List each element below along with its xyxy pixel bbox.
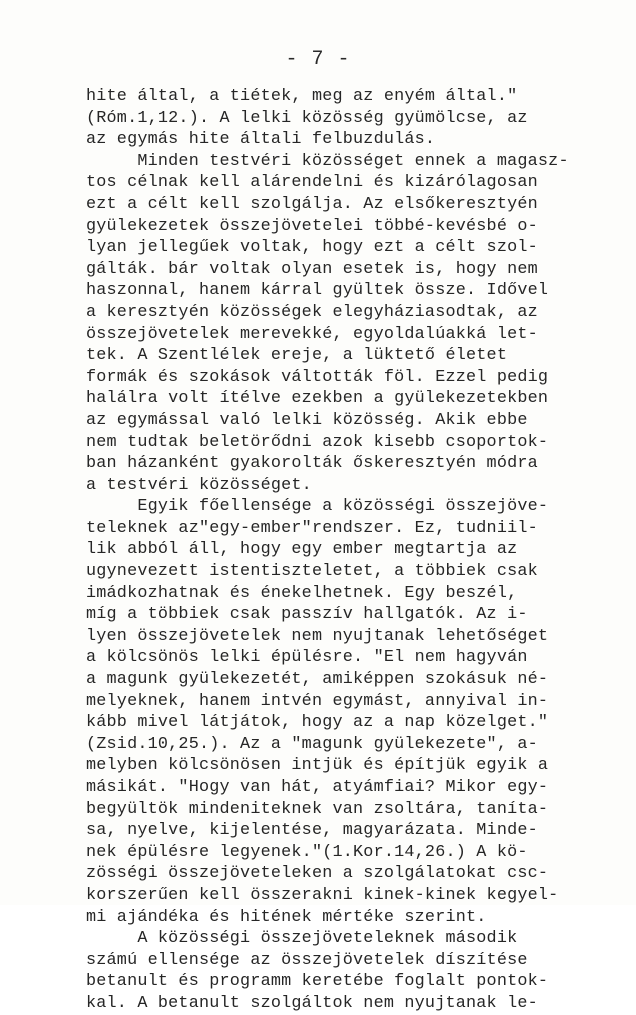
- text-line: míg a többiek csak passzív hallgatók. Az i-: [86, 605, 528, 625]
- text-line: ban házanként gyakorolták őskeresztyén módra: [86, 454, 538, 474]
- text-line: nem tudtak beletörődni azok kisebb csoportok-: [86, 432, 549, 452]
- text-line: gyülekezetek összejövetelei többé-kevésbé o-: [86, 216, 538, 236]
- text-line: a magunk gyülekezetét, amiképpen szokásuk né-: [86, 670, 549, 690]
- text-line: Minden testvéri közösséget ennek a magasz-: [86, 151, 569, 171]
- text-line: (Zsid.10,25.). Az a "magunk gyülekezete", a-: [86, 734, 538, 754]
- text-line: (Róm.1,12.). A lelki közösség gyümölcse, az: [86, 108, 528, 128]
- text-line: a kölcsönös lelki épülésre. "El nem hagyván: [86, 648, 528, 668]
- text-line: a keresztyén közösségek elegyháziasodtak, az: [86, 302, 538, 322]
- body-text: [86, 86, 626, 1015]
- text-line: másikát. "Hogy van hát, atyámfiai? Mikor egy-: [86, 778, 549, 797]
- text-line: melyeknek, hanem intvén egymást, annyival in-: [86, 691, 549, 711]
- text-line: összejövetelek merevekké, egyoldalúakká let-: [86, 324, 538, 344]
- text-line: kább mivel látjátok, hogy az a nap közelget.": [86, 713, 549, 733]
- text-line: tos célnak kell alárendelni és kizárólagosan: [86, 173, 538, 193]
- text-line: az egymással való lelki közösség. Akik ebbe: [86, 410, 528, 430]
- text-line: ezt a célt kell szolgálja. Az elsőkeresztyén: [86, 194, 538, 214]
- text-line: melyben kölcsönösen intjük és építjük egyik a: [86, 756, 549, 776]
- text-line: korszerűen kell összerakni kinek-kinek kegyel-: [86, 885, 559, 905]
- page-number: - 7 -: [285, 48, 351, 71]
- text-line: imádkozhatnak és énekelhetnek. Egy beszél,: [86, 583, 518, 603]
- text-line: halálra volt ítélve ezekben a gyülekezetekben: [86, 389, 549, 409]
- text-line: nek épülésre legyenek."(1.Kor.14,26.) A kö-: [86, 842, 528, 862]
- text-line: teleknek az"egy-ember"rendszer. Ez, tudniil-: [86, 518, 538, 538]
- text-line: hite által, a tiétek, meg az enyém által.": [86, 87, 518, 106]
- text-line: sa, nyelve, kijelentése, magyarázata. Minde-: [86, 821, 538, 841]
- text-line: haszonnal, hanem kárral gyültek össze. Idővel: [86, 281, 549, 301]
- text-line: betanult és programm keretébe foglalt pontok-: [86, 972, 549, 992]
- text-line: Egyik főellensége a közösségi összejöve-: [86, 497, 549, 517]
- text-line: számú ellensége az összejövetelek díszítése: [86, 950, 528, 970]
- text-line: lik abból áll, hogy egy ember megtartja az: [86, 540, 518, 560]
- text-line: az egymás hite általi felbuzdulás.: [86, 130, 436, 150]
- text-line: lyan jellegűek voltak, hogy ezt a célt szol-: [86, 238, 538, 258]
- text-line: gálták. bár voltak olyan esetek is, hogy nem: [86, 259, 538, 279]
- text-line: lyen összejövetelek nem nyujtanak lehetőséget: [86, 626, 549, 646]
- text-line: kal. A betanult szolgáltok nem nyujtanak le-: [86, 993, 538, 1013]
- text-line: formák és szokások váltották föl. Ezzel pedig: [86, 367, 549, 387]
- text-line: A közösségi összejöveteleknek második: [86, 929, 518, 949]
- text-line: mi ajándéka és hitének mértéke szerint.: [86, 907, 487, 927]
- text-line: a testvéri közösséget.: [86, 475, 312, 495]
- text-line: begyültök mindeniteknek van zsoltára, taníta-: [86, 799, 549, 819]
- text-line: tek. A Szentlélek ereje, a lüktető életet: [86, 346, 508, 366]
- text-line: zösségi összejöveteleken a szolgálatokat csc-: [86, 864, 549, 884]
- text-line: ugynevezett istentiszteletet, a többiek csak: [86, 562, 538, 582]
